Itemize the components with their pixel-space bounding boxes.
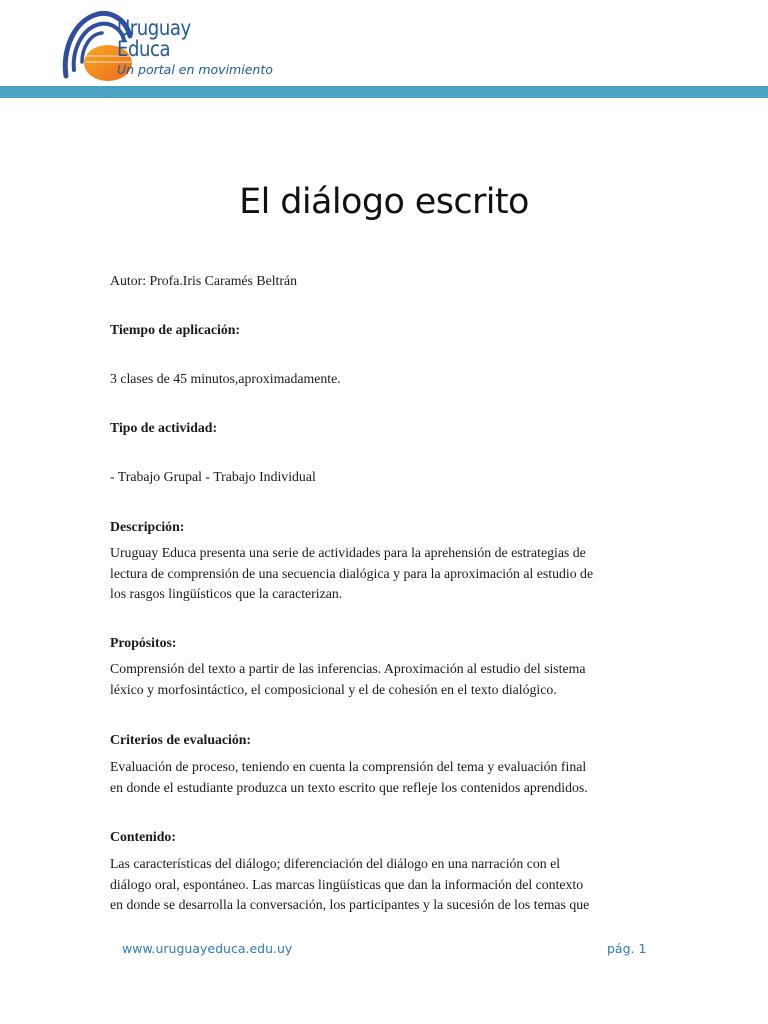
paragraph-line: en donde se desarrolla la conversación, los participantes y la sucesión de los temas que bbox=[110, 897, 590, 912]
section-paragraph-contenido bbox=[110, 854, 655, 916]
section-heading-criterios: Criterios de evaluación: bbox=[110, 732, 252, 747]
page-header bbox=[0, 0, 768, 100]
paragraph-line: Comprensión del texto a partir de las inferencias. Aproximación al estudio del sistema bbox=[110, 661, 586, 676]
paragraph-line: Las características del diálogo; diferenciación del diálogo en una narración con el bbox=[110, 856, 561, 871]
header-divider-bar bbox=[0, 86, 768, 98]
section-text-tipo: - Trabajo Grupal - Trabajo Individual bbox=[110, 469, 316, 484]
page-number: pág. 1 bbox=[607, 941, 647, 956]
paragraph-line: diálogo oral, espontáneo. Las marcas lingüísticas que dan la información del contexto bbox=[110, 876, 584, 892]
section-heading-tiempo: Tiempo de aplicación: bbox=[110, 322, 241, 337]
section-paragraph-descripcion bbox=[110, 543, 655, 605]
paragraph-line: en donde el estudiante produzca un texto escrito que refleje los contenidos aprendidos. bbox=[110, 779, 588, 795]
paragraph-line: lectura de comprensión de una secuencia dialógica y para la aproximación al estudio de bbox=[110, 565, 594, 581]
footer-website-link[interactable]: www.uruguayeduca.edu.uy bbox=[122, 941, 293, 956]
logo-line-educa: Educa bbox=[117, 37, 171, 61]
section-paragraph-propositos bbox=[110, 659, 655, 700]
paragraph-line: los rasgos lingüísticos que la caracterizan. bbox=[110, 586, 343, 601]
section-text-tiempo: 3 clases de 45 minutos,aproximadamente. bbox=[110, 371, 341, 386]
section-heading-contenido: Contenido: bbox=[110, 829, 176, 844]
paragraph-line: léxico y morfosintáctico, el composicional y el de cohesión en el texto dialógico. bbox=[110, 681, 557, 697]
document-title: El diálogo escrito bbox=[239, 182, 529, 222]
section-heading-tipo: Tipo de actividad: bbox=[110, 420, 218, 435]
paragraph-line: Uruguay Educa presenta una serie de actividades para la aprehensión de estrategias de bbox=[110, 545, 586, 560]
section-heading-descripcion: Descripción: bbox=[110, 519, 185, 534]
logo-line-uruguay: Uruguay bbox=[117, 16, 191, 40]
logo-text bbox=[117, 18, 273, 77]
section-paragraph-criterios bbox=[110, 757, 655, 798]
paragraph-line: Evaluación de proceso, teniendo en cuenta la comprensión del tema y evaluación final bbox=[110, 759, 587, 774]
author-line: Autor: Profa.Iris Caramés Beltrán bbox=[110, 273, 297, 288]
logo-tagline: Un portal en movimiento bbox=[117, 62, 273, 77]
section-heading-propositos: Propósitos: bbox=[110, 635, 177, 650]
